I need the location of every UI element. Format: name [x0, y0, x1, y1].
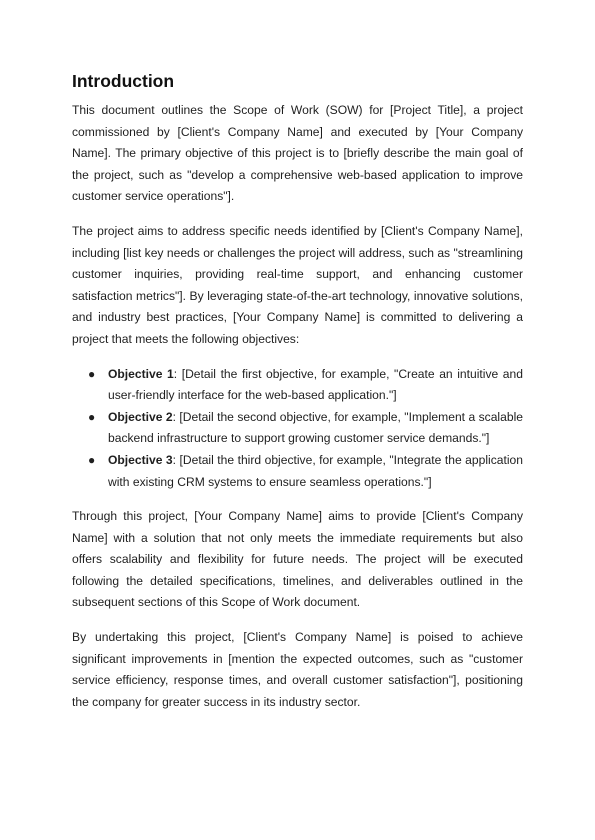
needs-paragraph: The project aims to address specific needs identified by [Client's Company Name], including [list key needs or challenges the project will address, such as "streamlining customer inquiries, providing real-time support, and enhancing customer satisfaction metrics"]. By leveraging state-of-the-art technology, innovative solutions, and industry best practices, [Your Company Name] is committed to delivering a project that meets the following objectives:: [72, 223, 523, 346]
solution-paragraph: Through this project, [Your Company Name] aims to provide [Client's Company Name] with a solution that not only meets the immediate requirements but also offers scalability and flexibility for future needs. The project will be executed following the detailed specifications, timelines, and deliverables outlined in the subsequent sections of this Scope of Work document.: [72, 509, 523, 610]
list-item-objective-2: [72, 407, 523, 450]
document-page: [72, 70, 523, 726]
bullet-icon: ●: [88, 409, 96, 424]
bullet-icon: ●: [88, 452, 96, 467]
objective-label: Objective 2: [108, 409, 173, 424]
objective-text: : [Detail the third objective, for example, "Integrate the application with existing CRM systems to ensure seamless operations."]: [108, 452, 523, 489]
outcomes-paragraph: By undertaking this project, [Client's Company Name] is poised to achieve significant improvements in [mention the expected outcomes, such as "customer service efficiency, response times, and overall customer satisfaction"], positioning the company for greater success in its industry sector.: [72, 630, 523, 709]
objective-text: : [Detail the first objective, for example, "Create an intuitive and user-friendly interface for the web-based application."]: [108, 366, 523, 403]
list-item-objective-1: [72, 364, 523, 407]
list-item-objective-3: [72, 450, 523, 493]
intro-paragraph: This document outlines the Scope of Work (SOW) for [Project Title], a project commissioned by [Client's Company Name] and executed by [Your Company Name]. The primary objective of this project is to [briefly describe the main goal of the project, such as "develop a comprehensive web-based application to improve customer service operations"].: [72, 103, 523, 204]
section-heading: Introduction: [72, 71, 175, 91]
objective-text: : [Detail the second objective, for example, "Implement a scalable backend infrastructure to support growing customer service demands."]: [108, 409, 523, 446]
objective-label: Objective 3: [108, 452, 173, 467]
objective-label: Objective 1: [108, 366, 174, 381]
bullet-icon: ●: [88, 366, 96, 381]
objectives-list: [72, 364, 523, 494]
